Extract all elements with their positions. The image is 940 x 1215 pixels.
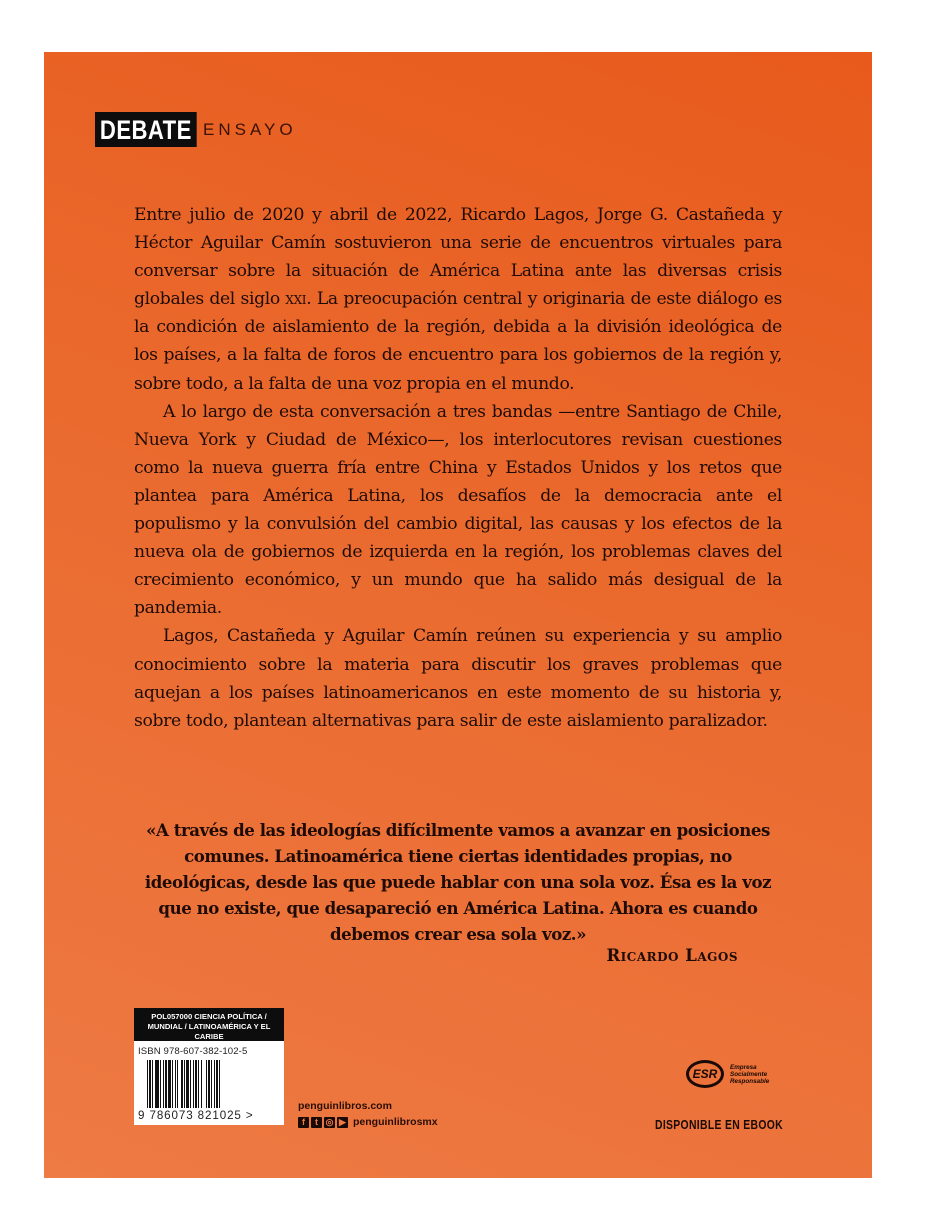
ebook-availability: DISPONIBLE EN EBOOK xyxy=(655,1117,784,1132)
barcode-number: 9 786073 821025 > xyxy=(138,1109,254,1122)
website-link[interactable]: penguinlibros.com xyxy=(298,1100,392,1112)
barcode xyxy=(147,1060,278,1108)
social-links xyxy=(298,1116,438,1128)
social-handle[interactable]: penguinlibrosmx xyxy=(353,1116,438,1128)
publisher-brand xyxy=(95,112,297,147)
collection-label: ENSAYO xyxy=(203,119,297,139)
quote-author: Ricardo Lagos xyxy=(606,946,738,965)
bisac-category: POL057000 CIENCIA POLÍTICA / MUNDIAL / LATINOAMÉRICA Y EL CARIBE xyxy=(134,1008,284,1041)
synopsis xyxy=(134,201,782,735)
esr-badge xyxy=(686,1060,769,1088)
debate-logo: DEBATE xyxy=(95,112,197,147)
synopsis-paragraph: Entre julio de 2020 y abril de 2022, Ricardo Lagos, Jorge G. Castañeda y Héctor Aguilar Camín sostuvieron una serie de encuentros virtuales para conversar sobre la situación de América Latina ante las diversas crisis globales del siglo xxi. La preocupación central y originaria de este diálogo es la condición de aislamiento de la región, debida a la división ideológica de los países, a la falta de foros de encuentro para los gobiernos de la región y, sobre todo, a la falta de una voz propia en el mundo. xyxy=(134,205,782,394)
twitter-icon[interactable]: t xyxy=(311,1117,322,1128)
esr-logo-icon: ESR xyxy=(686,1060,724,1088)
youtube-icon[interactable]: ▶ xyxy=(337,1117,348,1128)
synopsis-paragraph: A lo largo de esta conversación a tres bandas —entre Santiago de Chile, Nueva York y Ciudad de México—, los interlocutores revisan cuestiones como la nueva guerra fría entre China y Estados Unidos y los retos que plantea para América Latina, los desafíos de la democracia ante el populismo y la convulsión del cambio digital, las causas y los efectos de la nueva ola de gobiernos de izquierda en la región, los problemas claves del crecimiento económico, y un mundo que ha salido más desigual de la pandemia. xyxy=(134,401,782,619)
pull-quote: «A través de las ideologías difícilmente vamos a avanzar en posiciones comunes. Latinoamérica tiene ciertas identidades propias, no ideológicas, desde las que puede hablar con una sola voz. Ésa es la voz que no existe, que desapareció en América Latina. Ahora es cuando debemos crear esa sola voz.» xyxy=(144,820,772,944)
back-cover xyxy=(44,52,872,1178)
instagram-icon[interactable]: ◎ xyxy=(325,1116,334,1127)
century-smallcaps: xxi xyxy=(285,289,307,310)
isbn-number: ISBN 978-607-382-102-5 xyxy=(138,1046,248,1057)
esr-label: Empresa Socialmente Responsable xyxy=(730,1063,770,1085)
isbn-block xyxy=(134,1008,284,1125)
facebook-icon[interactable]: f xyxy=(298,1117,309,1128)
synopsis-paragraph: Lagos, Castañeda y Aguilar Camín reúnen su experiencia y su amplio conocimiento sobre la materia para discutir los graves problemas que aquejan a los países latinoamericanos en este momento de su historia y, sobre todo, plantean alternativas para salir de este aislamiento paralizador. xyxy=(134,626,782,731)
